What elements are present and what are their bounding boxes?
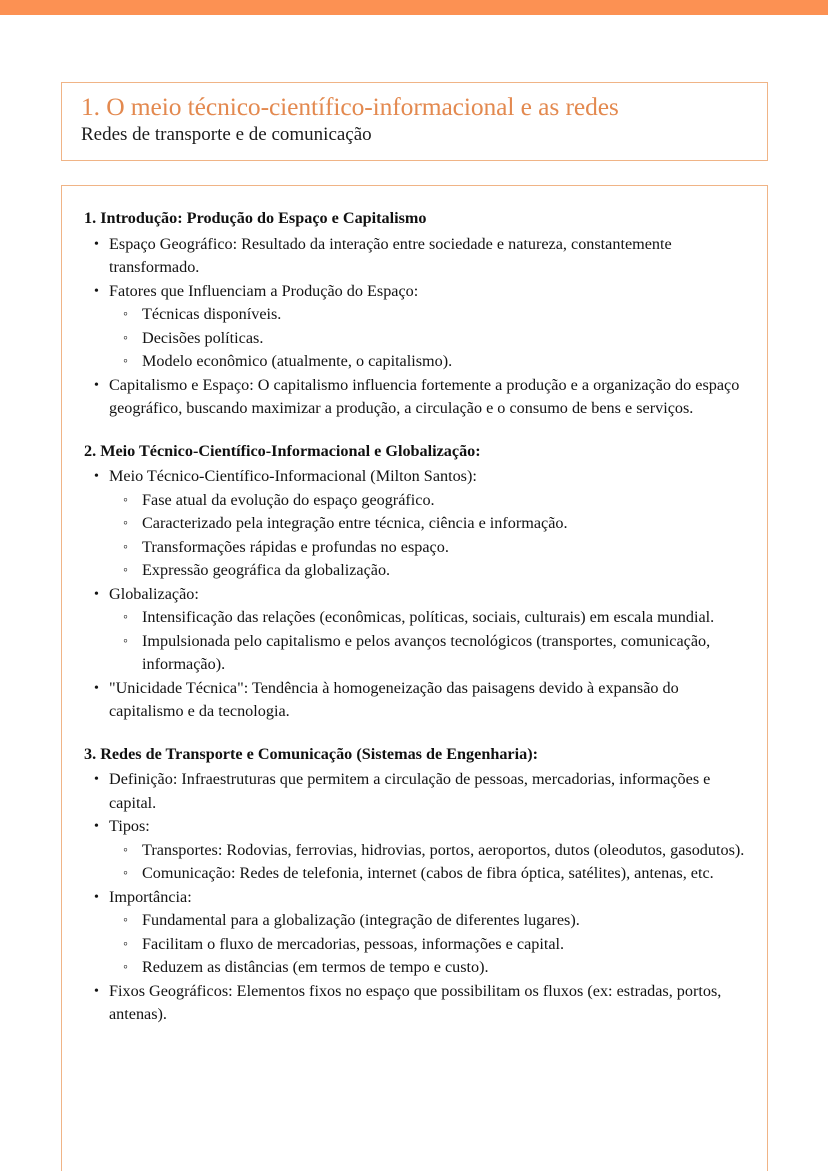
sub-list-item: ◦ Fundamental para a globalização (integração de diferentes lugares). — [109, 909, 745, 933]
title-card — [61, 82, 768, 161]
list-item — [84, 815, 745, 886]
sub-list-item: ◦ Modelo econômico (atualmente, o capitalismo). — [109, 350, 745, 374]
bullet-list-level2 — [109, 303, 745, 374]
section-heading: 1. Introdução: Produção do Espaço e Capitalismo — [84, 209, 427, 227]
list-item — [84, 280, 745, 374]
sub-list-item: ◦ Expressão geográfica da globalização. — [109, 559, 745, 583]
sub-list-item: ◦ Comunicação: Redes de telefonia, internet (cabos de fibra óptica, satélites), antenas, etc. — [109, 862, 745, 886]
page-title: 1. O meio técnico-científico-informacional e as redes — [81, 92, 619, 121]
list-item — [84, 233, 745, 280]
sub-list-item: ◦ Impulsionada pelo capitalismo e pelos avanços tecnológicos (transportes, comunicação, informação). — [109, 630, 745, 677]
sub-list-item: ◦ Técnicas disponíveis. — [109, 303, 745, 327]
bullet-list-level2 — [109, 839, 745, 886]
list-item-text: • Espaço Geográfico: Resultado da interação entre sociedade e natureza, constantemente transformado. — [109, 234, 672, 276]
list-item-text: • Definição: Infraestruturas que permitem a circulação de pessoas, mercadorias, informações e capital. — [109, 770, 711, 812]
bullet-list-level2 — [109, 489, 745, 583]
page-subtitle: Redes de transporte e de comunicação — [81, 124, 372, 145]
bullet-list-level2 — [109, 909, 745, 980]
content-section — [84, 743, 745, 1027]
list-item-text: • Fixos Geográficos: Elementos fixos no espaço que possibilitam os fluxos (ex: estradas, portos, antenas). — [109, 981, 722, 1023]
sub-list-item: ◦ Reduzem as distâncias (em termos de tempo e custo). — [109, 956, 745, 980]
content-card — [61, 185, 768, 1171]
sub-list-item: ◦ Caracterizado pela integração entre técnica, ciência e informação. — [109, 512, 745, 536]
list-item — [84, 374, 745, 421]
content-section — [84, 207, 745, 421]
sections-container — [84, 207, 745, 1027]
list-item — [84, 583, 745, 677]
section-heading: 3. Redes de Transporte e Comunicação (Sistemas de Engenharia): — [84, 744, 538, 763]
list-item-text: • "Unicidade Técnica": Tendência à homogeneização das paisagens devido à expansão do capitalismo e da tecnologia. — [109, 678, 679, 720]
bullet-list-level2 — [109, 606, 745, 677]
sub-list-item: ◦ Fase atual da evolução do espaço geográfico. — [109, 489, 745, 513]
section-heading: 2. Meio Técnico-Científico-Informacional e Globalização: — [84, 441, 481, 460]
bullet-list-level1 — [84, 233, 745, 421]
bullet-list-level1 — [84, 768, 745, 1027]
list-item-text: • Meio Técnico-Científico-Informacional (Milton Santos): — [109, 467, 477, 485]
sub-list-item: ◦ Transformações rápidas e profundas no espaço. — [109, 536, 745, 560]
list-item-text: • Importância: — [109, 887, 192, 906]
list-item-text: • Capitalismo e Espaço: O capitalismo influencia fortemente a produção e a organização do espaço geográfico, buscando maximizar a produção, a circulação e o consumo de bens e serviços. — [109, 375, 740, 417]
sub-list-item: ◦ Decisões políticas. — [109, 327, 745, 351]
list-item — [84, 677, 745, 724]
top-accent-bar — [0, 0, 828, 15]
list-item-text: • Tipos: — [109, 817, 150, 835]
list-item — [84, 465, 745, 583]
bullet-list-level1 — [84, 465, 745, 724]
list-item-text: • Fatores que Influenciam a Produção do Espaço: — [109, 281, 419, 300]
list-item-text: • Globalização: — [109, 584, 199, 603]
list-item — [84, 886, 745, 980]
content-section — [84, 440, 745, 724]
sub-list-item: ◦ Facilitam o fluxo de mercadorias, pessoas, informações e capital. — [109, 933, 745, 957]
sub-list-item: ◦ Transportes: Rodovias, ferrovias, hidrovias, portos, aeroportos, dutos (oleodutos, gasodutos). — [109, 839, 745, 863]
list-item — [84, 980, 745, 1027]
list-item — [84, 768, 745, 815]
sub-list-item: ◦ Intensificação das relações (econômicas, políticas, sociais, culturais) em escala mundial. — [109, 606, 745, 630]
